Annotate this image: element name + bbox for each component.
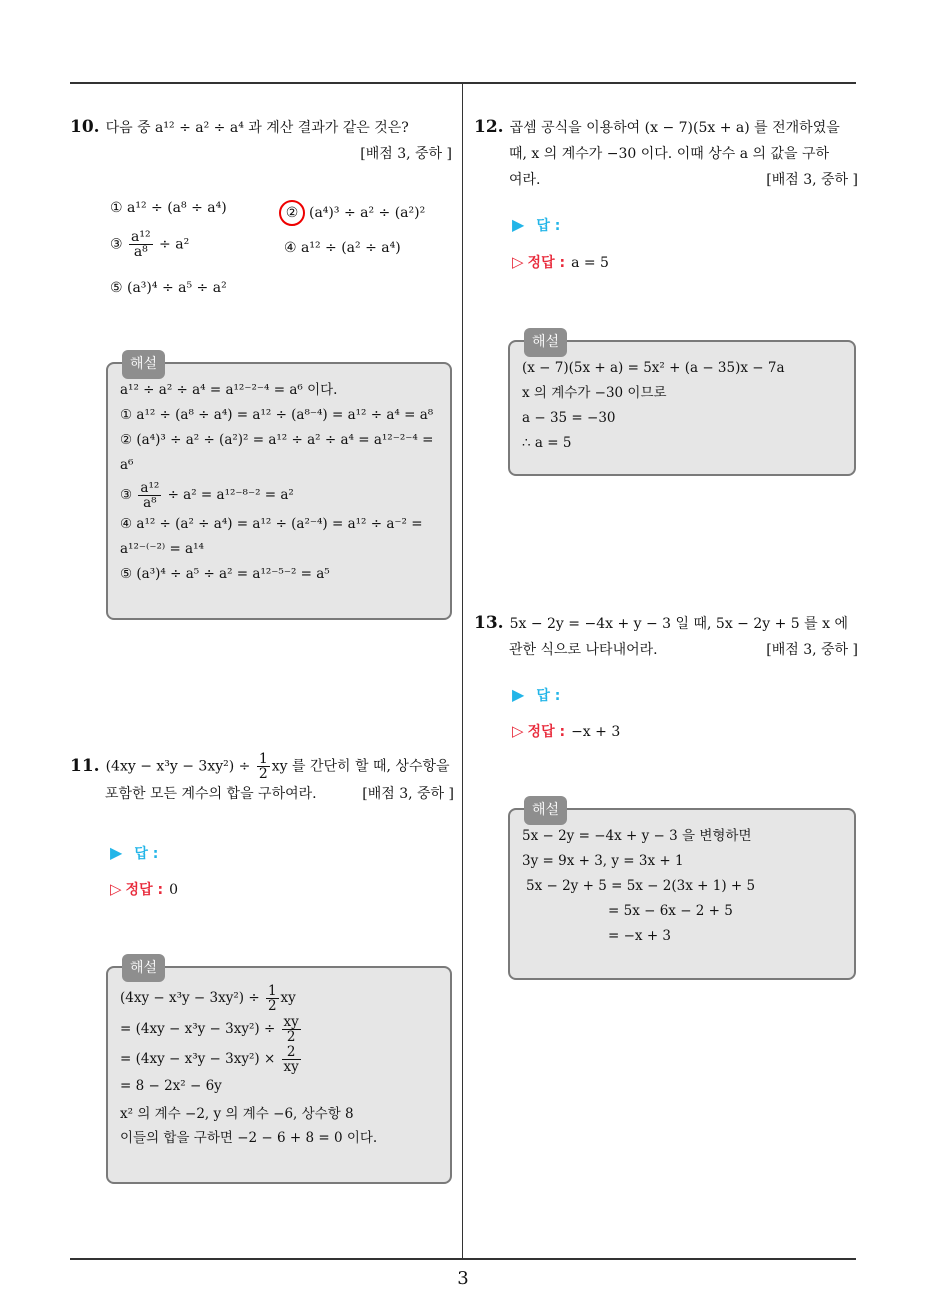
denominator: 2 <box>286 1029 296 1045</box>
solution-line: 5x − 2y + 5 = 5x − 2(3x + 1) + 5 <box>526 878 756 894</box>
correct-label: 정답 : <box>125 882 164 898</box>
numerator: xy <box>283 1014 299 1030</box>
question-text-pre: (4xy − x³y − 3xy²) ÷ <box>105 758 251 775</box>
answer-line-13 <box>512 685 560 705</box>
solution-line: a⁶ <box>120 457 134 473</box>
fraction <box>266 984 279 1013</box>
solution-tag: 해설 <box>122 350 165 379</box>
solution-line: ④ a¹² ÷ (a² ÷ a⁴) = a¹² ÷ (a²⁻⁴) = a¹² ÷ a⁻² = <box>120 516 423 532</box>
question-text-2: 포함한 모든 계수의 합을 구하여라. <box>105 786 317 802</box>
triangle-icon: ▷ <box>110 880 122 898</box>
fraction <box>129 230 153 259</box>
question-13 <box>474 610 858 663</box>
solution-tag: 해설 <box>122 954 165 982</box>
correct-label: 정답 : <box>527 255 566 271</box>
question-12 <box>474 114 858 193</box>
score: [배점 3, 중하 ] <box>362 786 454 802</box>
choice-1[interactable]: ① a¹² ÷ (a⁸ ÷ a⁴) <box>110 200 227 216</box>
choice-5[interactable]: ⑤ (a³)⁴ ÷ a⁵ ÷ a² <box>110 280 227 296</box>
solution-pre: = (4xy − x³y − 3xy²) × <box>120 1051 276 1067</box>
denominator: 2 <box>258 766 268 782</box>
correct-line-11 <box>110 879 178 899</box>
solution-pre: (4xy − x³y − 3xy²) ÷ <box>120 990 260 1006</box>
solution-pre: = (4xy − x³y − 3xy²) ÷ <box>120 1021 276 1037</box>
solution-tag: 해설 <box>524 796 567 825</box>
score: [배점 3, 중하 ] <box>360 146 452 162</box>
choice-3-number: ③ <box>110 236 123 253</box>
correct-value: −x + 3 <box>571 724 621 740</box>
play-icon: ▶ <box>512 685 525 704</box>
numerator: 1 <box>258 751 268 767</box>
triangle-icon: ▷ <box>512 253 524 271</box>
bottom-rule <box>70 1258 856 1260</box>
solution-box-11 <box>106 960 452 1184</box>
question-number: 13. <box>474 613 504 633</box>
question-number: 12. <box>474 117 504 137</box>
score: [배점 3, 중하 ] <box>766 172 858 188</box>
solution-line: a − 35 = −30 <box>522 410 616 426</box>
play-icon: ▶ <box>110 843 123 862</box>
correct-line-12 <box>512 252 609 272</box>
choice-2-text: (a⁴)³ ÷ a² ÷ (a²)² <box>309 205 426 221</box>
solution-line: x 의 계수가 −30 이므로 <box>522 385 667 401</box>
solution-line <box>120 982 440 1014</box>
numerator: 1 <box>267 983 277 999</box>
score: [배점 3, 중하 ] <box>766 642 858 658</box>
answer-label: 답 : <box>536 688 561 704</box>
solution-box-12 <box>508 334 856 476</box>
question-number: 11. <box>70 755 100 776</box>
fraction <box>138 481 161 510</box>
selected-mark: ② <box>279 200 305 226</box>
question-number: 10. <box>70 117 100 137</box>
solution-line: 3y = 9x + 3, y = 3x + 1 <box>522 853 684 869</box>
solution-line: ∴ a = 5 <box>522 435 572 451</box>
question-text-1: 곱셈 공식을 이용하여 (x − 7)(5x + a) 를 전개하였을 <box>509 120 840 136</box>
question-text-2: 때, x 의 계수가 −30 이다. 이때 상수 a 의 값을 구하 <box>509 146 830 162</box>
page-number: 3 <box>457 1268 469 1289</box>
solution-line <box>120 1044 440 1074</box>
solution-line: a¹² ÷ a² ÷ a⁴ = a¹²⁻²⁻⁴ = a⁶ 이다. <box>120 382 338 398</box>
solution-rest: ÷ a² = a¹²⁻⁸⁻² = a² <box>167 487 294 503</box>
question-text-2: 관한 식으로 나타내어라. <box>509 642 658 658</box>
denominator: 2 <box>267 998 277 1014</box>
numerator: a¹² <box>140 480 160 496</box>
fraction <box>282 1045 301 1074</box>
solution-line: a¹²⁻⁽⁻²⁾ = a¹⁴ <box>120 541 204 557</box>
fraction <box>282 1015 301 1044</box>
choice-3[interactable] <box>110 230 189 259</box>
correct-value: a = 5 <box>571 255 609 271</box>
solution-line: ① a¹² ÷ (a⁸ ÷ a⁴) = a¹² ÷ (a⁸⁻⁴) = a¹² ÷ a⁴ = a⁸ <box>120 407 434 423</box>
choice-4[interactable]: ④ a¹² ÷ (a² ÷ a⁴) <box>284 240 401 256</box>
solution-line: (x − 7)(5x + a) = 5x² + (a − 35)x − 7a <box>522 360 785 376</box>
choice-3-rest: ÷ a² <box>159 236 190 253</box>
question-text-post: xy 를 간단히 할 때, 상수항을 <box>271 758 450 775</box>
numerator: a¹² <box>131 229 151 245</box>
solution-line: = −x + 3 <box>608 928 672 944</box>
question-11 <box>70 752 454 807</box>
numerator: 2 <box>282 1045 301 1060</box>
question-text: 다음 중 a¹² ÷ a² ÷ a⁴ 과 계산 결과가 같은 것은? <box>105 120 409 136</box>
fraction <box>257 752 270 781</box>
triangle-icon: ▷ <box>512 722 524 740</box>
answer-label: 답 : <box>134 846 159 862</box>
question-text-1: 5x − 2y = −4x + y − 3 일 때, 5x − 2y + 5 를 x 에 <box>509 616 849 632</box>
solution-line: ② (a⁴)³ ÷ a² ÷ (a²)² = a¹² ÷ a² ÷ a⁴ = a¹²⁻²⁻⁴ = <box>120 432 434 448</box>
choice-2[interactable] <box>282 200 425 226</box>
question-10 <box>70 114 452 167</box>
solution-tag: 해설 <box>524 328 567 357</box>
solution-post: xy <box>280 990 296 1006</box>
solution-line: x² 의 계수 −2, y 의 계수 −6, 상수항 8 <box>120 1106 354 1122</box>
solution-line: ⑤ (a³)⁴ ÷ a⁵ ÷ a² = a¹²⁻⁵⁻² = a⁵ <box>120 566 330 582</box>
answer-label: 답 : <box>536 218 561 234</box>
play-icon: ▶ <box>512 215 525 234</box>
denominator: a⁸ <box>143 495 157 511</box>
solution-line: = 8 − 2x² − 6y <box>120 1078 222 1094</box>
solution-line: = 5x − 6x − 2 + 5 <box>608 903 733 919</box>
solution-box-13 <box>508 802 856 980</box>
solution-number: ③ <box>120 487 133 503</box>
column-divider <box>462 84 463 1259</box>
denominator: xy <box>283 1059 299 1075</box>
solution-line <box>120 1014 440 1044</box>
top-rule <box>70 82 856 84</box>
correct-label: 정답 : <box>527 724 566 740</box>
correct-line-13 <box>512 721 620 741</box>
solution-box-10 <box>106 356 452 620</box>
question-text-3: 여라. <box>509 172 541 188</box>
denominator: a⁸ <box>133 244 148 260</box>
solution-line <box>120 478 440 512</box>
correct-value: 0 <box>169 882 178 898</box>
answer-line-11 <box>110 843 158 863</box>
solution-line: 5x − 2y = −4x + y − 3 을 변형하면 <box>522 828 752 844</box>
answer-line-12 <box>512 215 560 235</box>
solution-line: 이들의 합을 구하면 −2 − 6 + 8 = 0 이다. <box>120 1130 378 1146</box>
